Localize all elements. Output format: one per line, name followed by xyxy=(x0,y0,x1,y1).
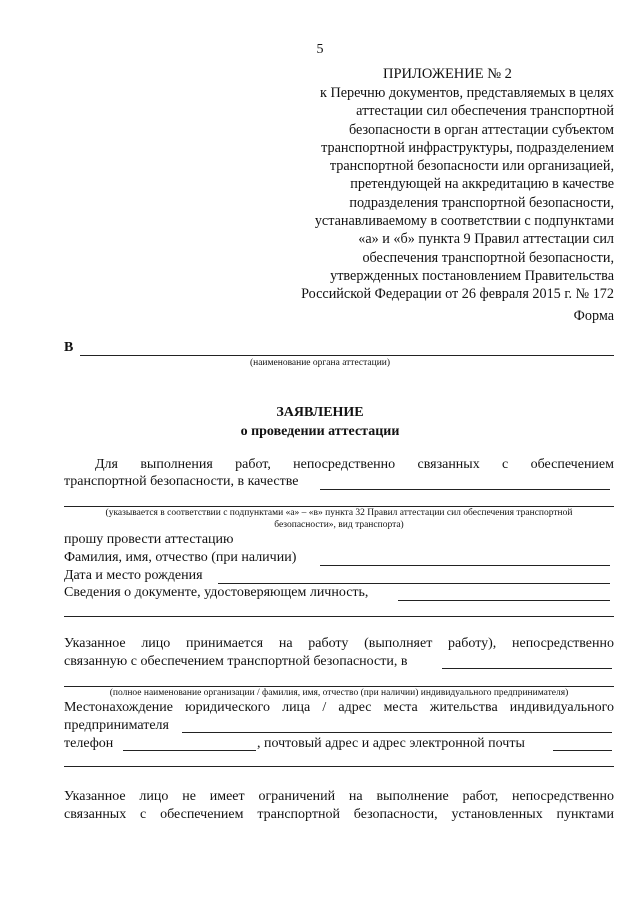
paragraph-3-line-2: связанных с обеспечением транспортной безопасности, установленных пунктами xyxy=(64,807,614,822)
request-text: прошу провести аттестацию xyxy=(64,532,234,547)
statement-title: ЗАЯВЛЕНИЕ xyxy=(276,405,364,420)
organization-field[interactable] xyxy=(442,668,612,669)
appendix-line: безопасности в орган аттестации субъектом xyxy=(349,121,614,138)
phone-label: телефон xyxy=(64,736,114,751)
birth-field[interactable] xyxy=(218,583,610,584)
paragraph-1-line-1: Для выполнения работ, непосредственно связанных с обеспечением xyxy=(95,457,614,472)
id-doc-label: Сведения о документе, удостоверяющем личность, xyxy=(64,585,369,600)
appendix-line: транспортной безопасности или организацией, xyxy=(329,158,614,175)
postal-field[interactable] xyxy=(553,750,612,751)
position-field[interactable] xyxy=(320,489,610,490)
appendix-title: ПРИЛОЖЕНИЕ № 2 xyxy=(383,66,512,82)
phone-field[interactable] xyxy=(123,750,256,751)
position-hint-1: (указывается в соответствии с подпунктами «а» – «в» пункта 32 Правил аттестации сил обеспечения транспортной xyxy=(105,508,573,518)
statement-subtitle: о проведении аттестации xyxy=(240,424,400,439)
appendix-line: обеспечения транспортной безопасности, xyxy=(362,249,614,266)
id-doc-field-extra[interactable] xyxy=(64,616,614,617)
location-line-2: предпринимателя xyxy=(64,718,169,733)
authority-hint: (наименование органа аттестации) xyxy=(249,358,391,368)
to-prefix: В xyxy=(64,340,74,355)
page-number: 5 xyxy=(316,42,324,57)
paragraph-2-line-2: связанную с обеспечением транспортной безопасности, в xyxy=(64,654,408,669)
full-name-label: Фамилия, имя, отчество (при наличии) xyxy=(64,550,297,565)
organization-field-extra[interactable] xyxy=(64,686,614,687)
paragraph-1-line-2: транспортной безопасности, в качестве xyxy=(64,474,299,489)
organization-hint: (полное наименование организации / фамилия, имя, отчество (при наличии) индивидуального предпринимателя) xyxy=(109,688,569,698)
appendix-caption xyxy=(301,84,614,304)
appendix-line: утвержденных постановлением Правительства xyxy=(330,267,614,284)
location-field[interactable] xyxy=(182,732,612,733)
postal-field-extra[interactable] xyxy=(64,766,614,767)
appendix-line: претендующей на аккредитацию в качестве xyxy=(350,176,614,193)
appendix-line: транспортной инфраструктуры, подразделением xyxy=(321,139,614,156)
full-name-field[interactable] xyxy=(320,565,610,566)
form-label: Форма xyxy=(573,308,614,324)
id-doc-field[interactable] xyxy=(398,600,610,601)
appendix-line: аттестации сил обеспечения транспортной xyxy=(356,103,614,120)
paragraph-2-line-1: Указанное лицо принимается на работу (выполняет работу), непосредственно xyxy=(64,636,614,651)
appendix-line: устанавливаемому в соответствии с подпунктами xyxy=(314,213,614,230)
appendix-line: Российской Федерации от 26 февраля 2015 г. № 172 xyxy=(301,286,614,303)
authority-field[interactable] xyxy=(80,355,614,356)
position-field-extra[interactable] xyxy=(64,506,614,507)
postal-label: , почтовый адрес и адрес электронной почты xyxy=(257,736,525,751)
location-line-1: Местонахождение юридического лица / адрес места жительства индивидуального xyxy=(64,700,614,715)
appendix-line: «а» и «б» пункта 9 Правил аттестации сил xyxy=(358,231,614,248)
position-hint-2: безопасности», вид транспорта) xyxy=(274,520,404,530)
paragraph-3-line-1: Указанное лицо не имеет ограничений на выполнение работ, непосредственно xyxy=(64,789,614,804)
appendix-line: подразделения транспортной безопасности, xyxy=(349,194,614,211)
birth-label: Дата и место рождения xyxy=(64,568,203,583)
appendix-line: к Перечню документов, представляемых в целях xyxy=(320,85,614,101)
